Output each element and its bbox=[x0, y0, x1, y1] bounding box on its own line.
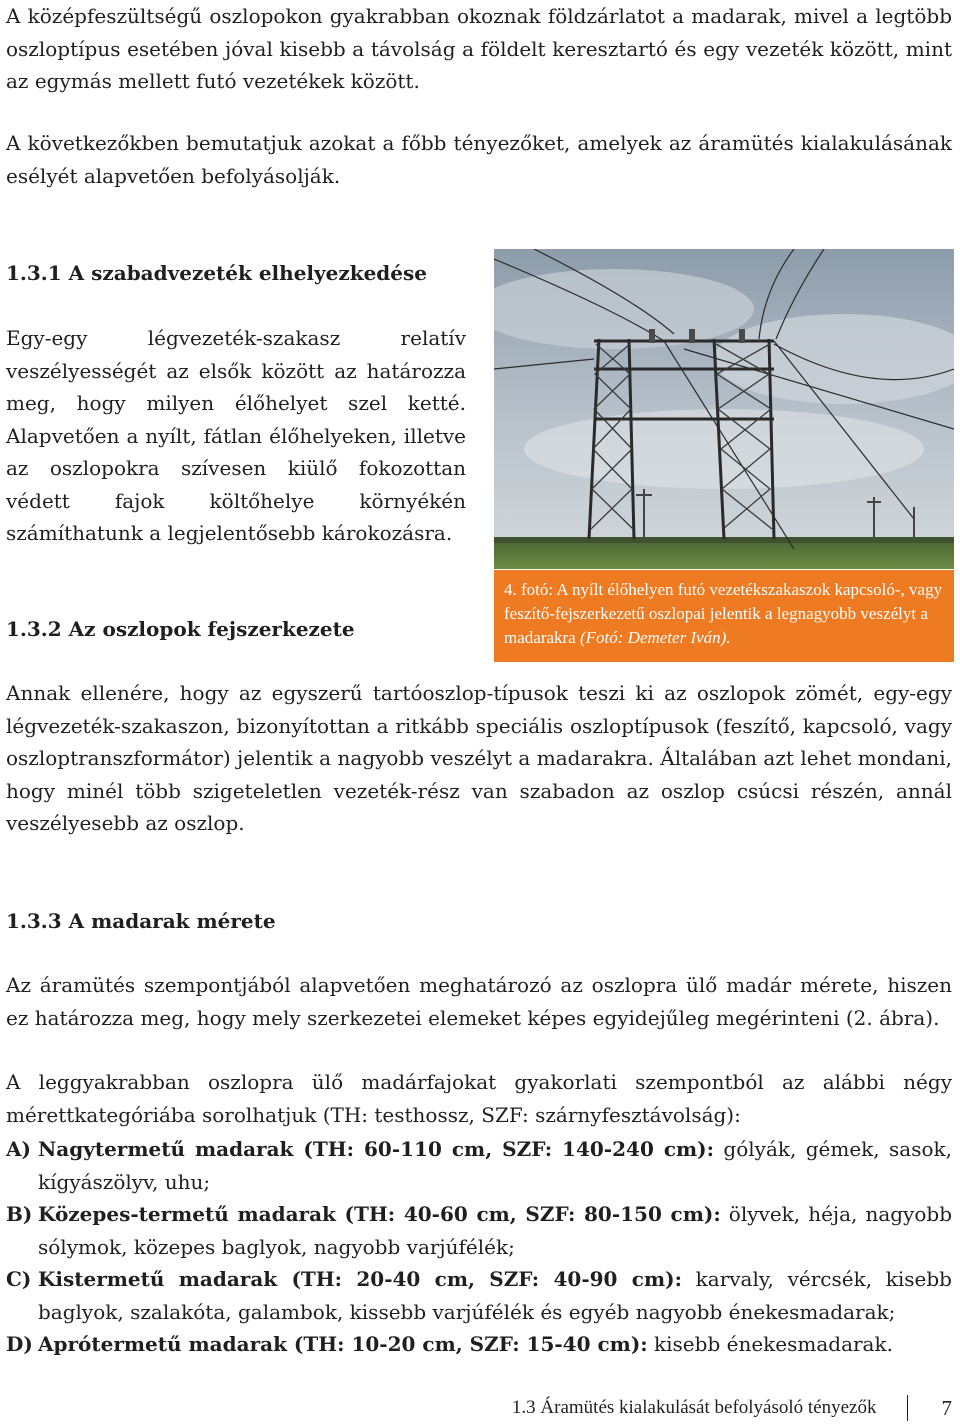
list-item bbox=[6, 1133, 952, 1198]
power-line-photo bbox=[494, 249, 954, 569]
list-item-term: Közepes-termetű madarak (TH: 40-60 cm, SZF: 80-150 cm): bbox=[38, 1202, 721, 1226]
section-132-body: Annak ellenére, hogy az egyszerű tartóoszlop-típusok teszi ki az oszlopok zömét, egy-egy légvezeték-szakaszon, bizonyítottan a ritkább speciális oszloptípusok (feszítő, kapcsoló, vagy oszloptranszformátor) jelentik a nagyobb veszélyt a madarakra. Általában azt lehet mondani, hogy minél több szigeteletlen vezeték-rész van szabadon az oszlop csúcsi részén, annál veszélyesebb az oszlop. bbox=[6, 681, 952, 835]
page-number: 7 bbox=[941, 1395, 952, 1420]
intro-paragraph-1: A középfeszültségű oszlopokon gyakrabban okoznak földzárlatot a madarak, mivel a legtöbb oszloptípus esetében jóval kisebb a távolság a földelt keresztartó és egy vezeték között, mint az egymás mellett futó vezetékek között. bbox=[6, 4, 952, 93]
photo-caption bbox=[494, 570, 954, 662]
list-item-text: karvaly, vércsék, kisebb baglyok, szalakóta, galambok, kissebb varjúfélék és egyéb nagyobb énekesmadarak; bbox=[38, 1267, 952, 1324]
list-item bbox=[6, 1198, 952, 1263]
list-item bbox=[6, 1328, 952, 1361]
list-item-letter: B) bbox=[6, 1202, 33, 1226]
section-heading-133: 1.3.3 A madarak mérete bbox=[6, 909, 276, 933]
caption-credit: (Fotó: Demeter Iván). bbox=[579, 628, 731, 647]
section-heading-132: 1.3.2 Az oszlopok fejszerkezete bbox=[6, 617, 355, 641]
section-heading-131: 1.3.1 A szabadvezeték elhelyezkedése bbox=[6, 261, 427, 285]
page-footer bbox=[512, 1392, 952, 1424]
list-item-letter: C) bbox=[6, 1267, 32, 1291]
footer-divider bbox=[907, 1395, 908, 1421]
list-item-text: ölyvek, héja, nagyobb sólymok, közepes baglyok, nagyobb varjúfélék; bbox=[38, 1202, 953, 1259]
section-131-body: Egy-egy légvezeték-szakasz relatív veszélyességét az elsők között az határozza meg, hogy milyen élőhelyet szel ketté. Alapvetően a nyílt, fátlan élőhelyeken, illetve az oszlopokra szívesen kiülő fokozottan védett fajok költőhelye környékén számíthatunk a legjelentősebb károkozásra. bbox=[6, 326, 466, 545]
running-title: 1.3 Áramütés kialakulását befolyásoló tényezők bbox=[511, 1397, 877, 1418]
intro-paragraph-2: A következőkben bemutatjuk azokat a főbb tényezőket, amelyek az áramütés kialakulásának esélyét alapvetően befolyásolják. bbox=[6, 131, 952, 188]
list-item-text: gólyák, gémek, sasok, kígyászölyv, uhu; bbox=[38, 1137, 952, 1194]
list-item bbox=[6, 1263, 952, 1328]
list-item-letter: A) bbox=[6, 1137, 31, 1161]
list-item-letter: D) bbox=[6, 1332, 33, 1356]
section-133-body-1: Az áramütés szempontjából alapvetően meghatározó az oszlopra ülő madár mérete, hiszen ez határozza meg, hogy mely szerkezetei elemeket képes egyidejűleg megérinteni (2. ábra). bbox=[6, 973, 952, 1030]
size-category-list bbox=[6, 1133, 952, 1361]
section-133-body-2: A leggyakrabban oszlopra ülő madárfajokat gyakorlati szempontból az alábbi négy mérettkategóriába sorolhatjuk (TH: testhossz, SZF: szárnyfesztávolság): bbox=[6, 1070, 952, 1127]
list-item-term: Aprótermetű madarak (TH: 10-20 cm, SZF: 15-40 cm): bbox=[38, 1332, 648, 1356]
list-item-text: kisebb énekesmadarak. bbox=[647, 1332, 893, 1356]
list-item-term: Kistermetű madarak (TH: 20-40 cm, SZF: 40-90 cm): bbox=[38, 1267, 682, 1291]
caption-text: 4. fotó: A nyílt élőhelyen futó vezetékszakaszok kapcsoló-, vagy feszítő-fejszerkezetű oszlopai jelentik a legnagyobb veszélyt a madarakra bbox=[504, 580, 943, 647]
list-item-term: Nagytermetű madarak (TH: 60-110 cm, SZF: 140-240 cm): bbox=[38, 1137, 715, 1161]
